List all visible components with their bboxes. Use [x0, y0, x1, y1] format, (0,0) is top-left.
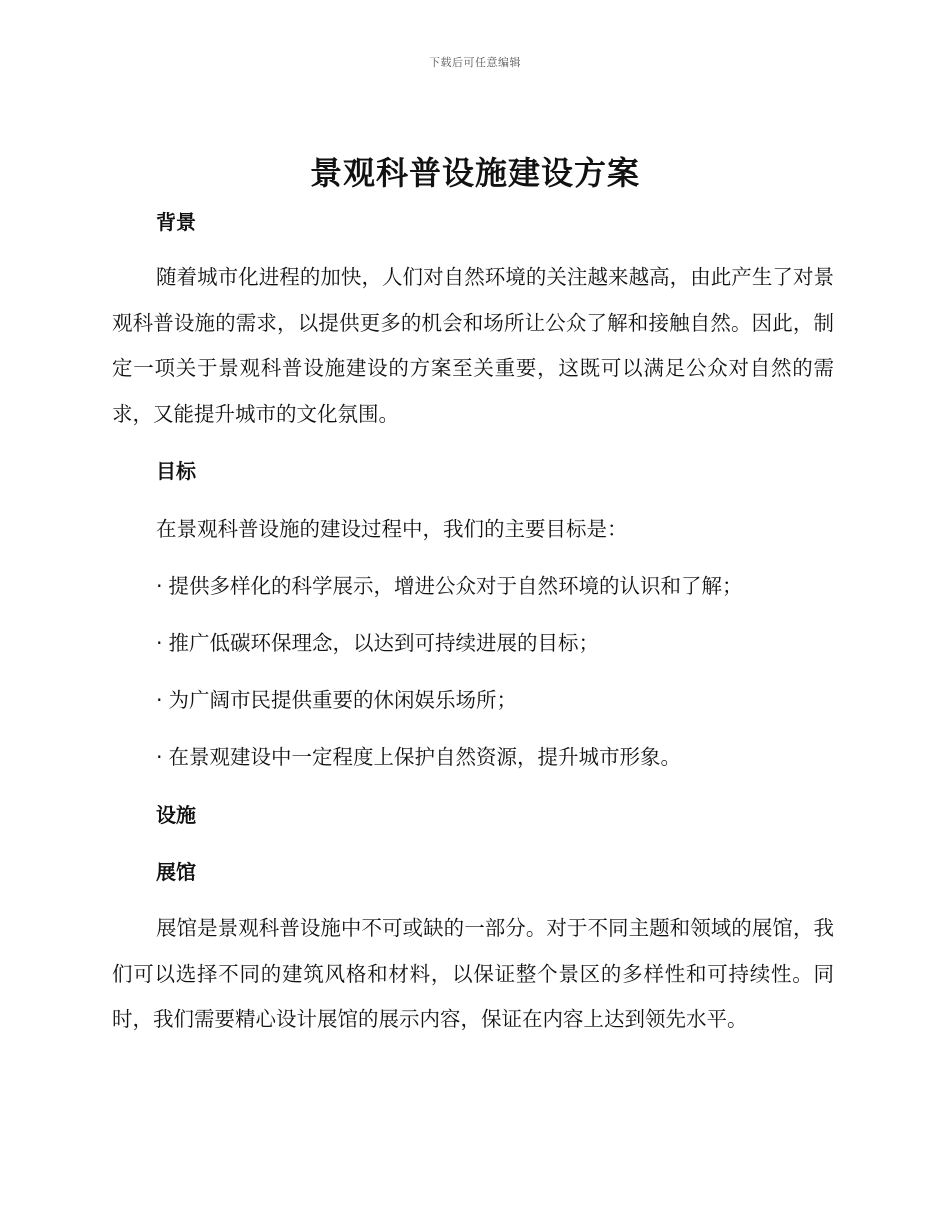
section-heading-facilities: 设施 — [156, 803, 196, 827]
goal-item-text: 在景观建设中一定程度上保护自然资源，提升城市形象。 — [168, 745, 682, 769]
goal-item — [156, 742, 681, 772]
bullet-dot: · — [156, 745, 163, 769]
goal-item — [156, 685, 517, 715]
goal-item-text: 提供多样化的科学展示，增进公众对于自然环境的认识和了解； — [168, 574, 743, 598]
goal-item-text: 为广阔市民提供重要的休闲娱乐场所； — [168, 688, 518, 712]
goals-intro: 在景观科普设施的建设过程中，我们的主要目标是： — [156, 517, 628, 541]
subheading-exhibition-hall: 展馆 — [156, 860, 196, 884]
exhibition-hall-paragraph: 展馆是景观科普设施中不可或缺的一部分。对于不同主题和领域的展馆，我们可以选择不同的建筑风格和材料，以保证整个景区的多样性和可持续性。同时，我们需要精心设计展馆的展示内容，保证在内容上达到领先水平。 — [112, 916, 834, 1031]
section-heading-background: 背景 — [156, 210, 196, 234]
header-note: 下载后可任意编辑 — [429, 56, 521, 69]
bullet-dot: · — [156, 574, 163, 598]
goal-item-text: 推广低碳环保理念，以达到可持续进展的目标； — [168, 631, 600, 655]
background-paragraph: 随着城市化进程的加快，人们对自然环境的关注越来越高，由此产生了对景观科普设施的需求，以提供更多的机会和场所让公众了解和接触自然。因此，制定一项关于景观科普设施建设的方案至关重要，这既可以满足公众对自然的需求，又能提升城市的文化氛围。 — [112, 265, 834, 426]
document-title: 景观科普设施建设方案 — [309, 154, 640, 192]
bullet-dot: · — [156, 631, 163, 655]
section-heading-goals: 目标 — [156, 459, 196, 483]
goal-item — [156, 628, 599, 658]
bullet-dot: · — [156, 688, 163, 712]
goal-item — [156, 571, 743, 601]
